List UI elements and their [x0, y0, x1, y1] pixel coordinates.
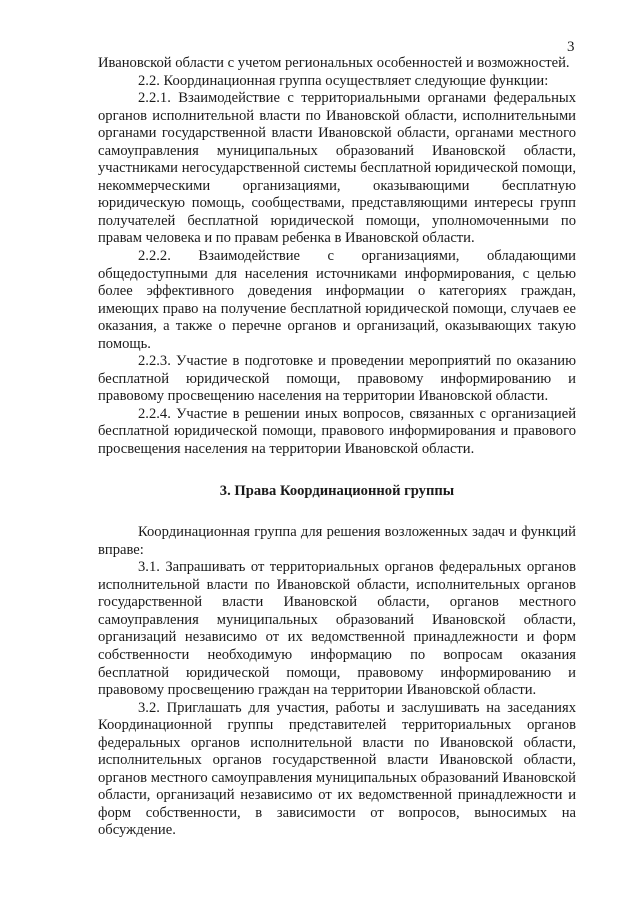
- paragraph-2-2-1: 2.2.1. Взаимодействие с территориальными органами федеральных органов исполнительной власти по Ивановской области, исполнительными органами государственной власти Ивановской области, органами местного самоуправления муниципальных образований Ивановской области, участниками негосударственной системы бесплатной юридической помощи, некоммерческими организациями, оказывающими бесплатную юридическую помощь, сообществами, представляющими интересы групп получателей бесплатной юридической помощи, уполномоченными по правам человека и по правам ребенка в Ивановской области.: [98, 90, 576, 247]
- page-number: 3: [567, 39, 575, 55]
- paragraph-2-2: 2.2. Координационная группа осуществляет следующие функции:: [138, 72, 549, 89]
- paragraph-2-2-3: 2.2.3. Участие в подготовке и проведении мероприятий по оказанию бесплатной юридической помощи, правовому информированию и правовому просвещению населения на территории Ивановской области.: [98, 353, 576, 405]
- paragraph-3-2: 3.2. Приглашать для участия, работы и заслушивать на заседаниях Координационной группы представителей территориальных органов федеральных органов исполнительной власти по Ивановской области, исполнительных органов государственной власти Ивановской области, органов местного самоуправления муниципальных образований Ивановской области, организаций независимо от их ведомственной принадлежности и форм собственности, в зависимости от вопросов, выносимых на обсуждение.: [98, 699, 576, 839]
- document-body: [98, 55, 576, 840]
- section-3-title: 3. Права Координационной группы: [219, 482, 455, 499]
- paragraph-2-2-2: 2.2.2. Взаимодействие с организациями, обладающими общедоступными для населения источниками информирования, с целью более эффективного доведения информации о категориях граждан, имеющих право на получение бесплатной юридической помощи, случаев ее оказания, а также о перечне органов и организаций, оказывающих такую помощь.: [98, 248, 576, 352]
- paragraph-section-3-intro: Координационная группа для решения возложенных задач и функций вправе:: [98, 524, 576, 558]
- paragraph-2-2-4: 2.2.4. Участие в решении иных вопросов, связанных с организацией бесплатной юридической помощи, правового информирования и правового просвещения населения на территории Ивановской области.: [98, 405, 576, 458]
- paragraph-3-1: 3.1. Запрашивать от территориальных органов федеральных органов исполнительной власти по Ивановской области, исполнительных органов государственной власти Ивановской области, органов местного самоуправления муниципальных образований Ивановской области, организаций независимо от их ведомственной принадлежности и форм собственности необходимую информацию по вопросам оказания бесплатной юридической помощи, правовому информированию и правовому просвещению граждан на территории Ивановской области.: [98, 559, 576, 699]
- paragraph-continuation: Ивановской области с учетом региональных особенностей и возможностей.: [98, 55, 570, 71]
